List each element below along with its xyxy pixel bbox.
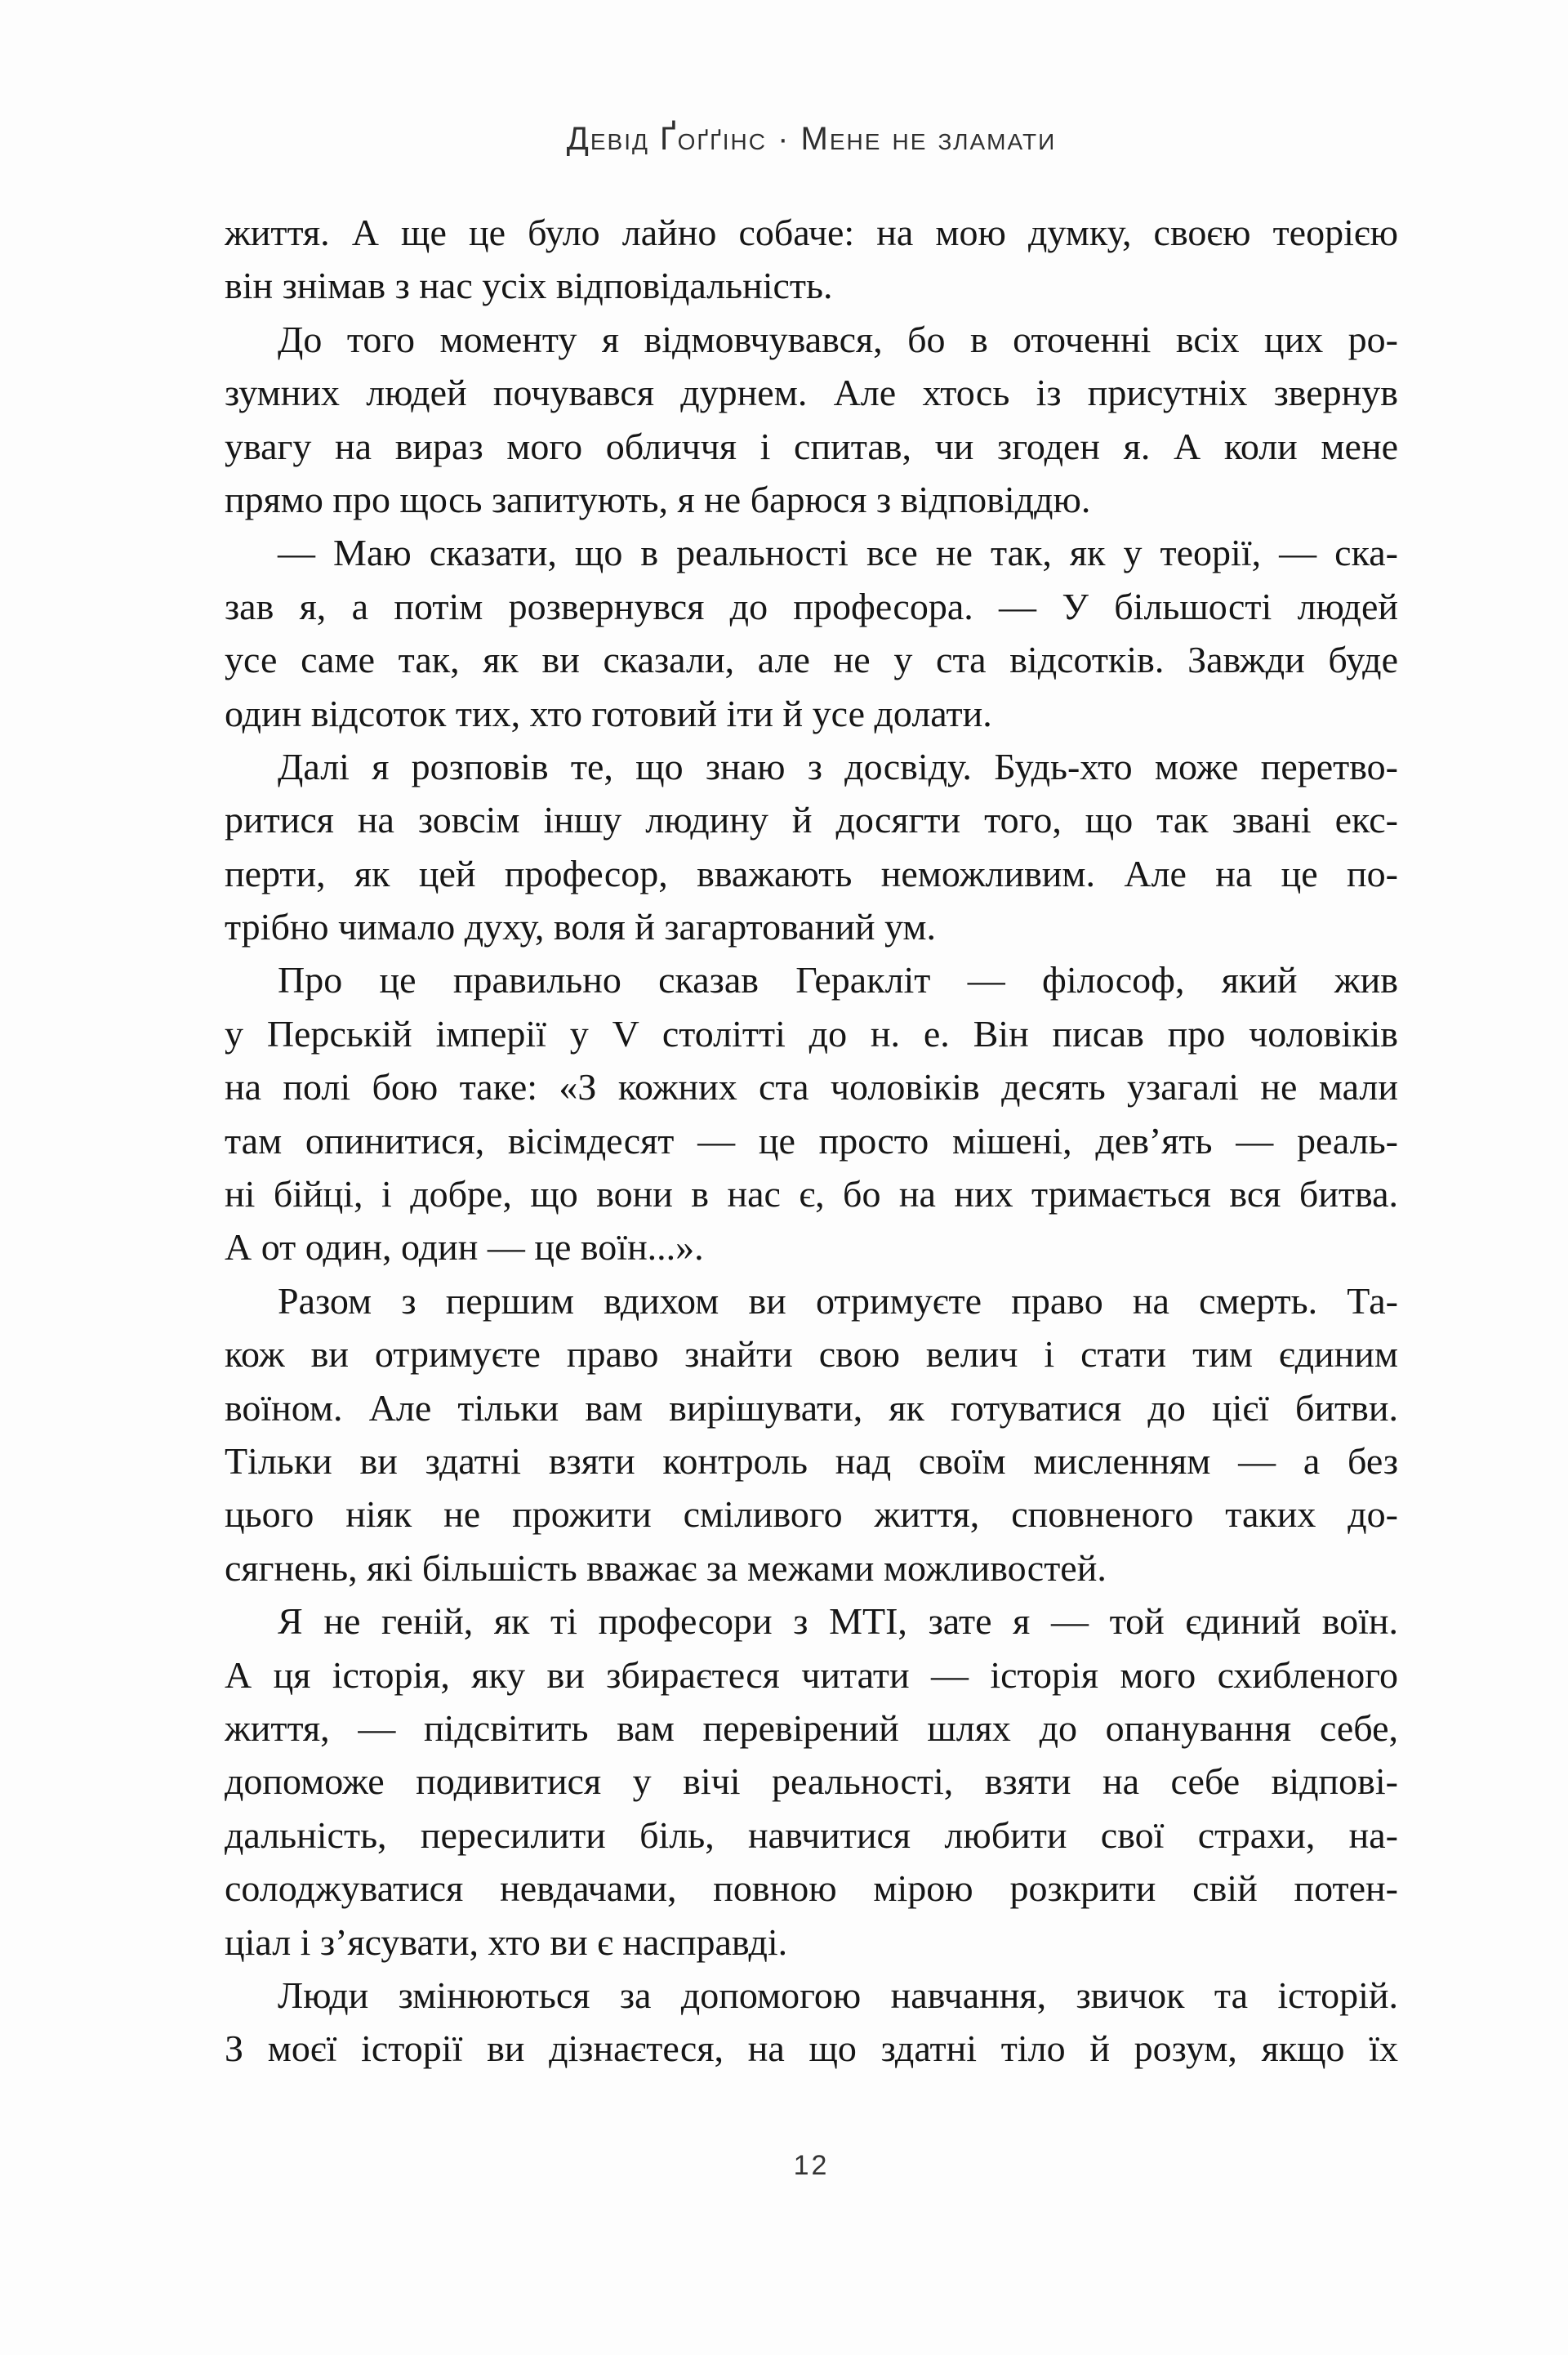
text-line: — Маю сказати, що в реальності все не так, як у теорії, — ска- <box>278 532 1398 574</box>
text-line: солоджуватися невдачами, повною мірою розкрити свій потен- <box>225 1867 1398 1910</box>
paragraph <box>225 1595 1398 1969</box>
text-line: увагу на вираз мого обличчя і спитав, чи згоден я. А коли мене <box>225 425 1398 467</box>
text-line: сягнень, які більшість вважає за межами можливостей. <box>225 1546 1107 1589</box>
text-line: До того моменту я відмовчувався, бо в оточенні всіх цих ро- <box>278 318 1398 360</box>
text-line: зумних людей почувався дурнем. Але хтось із присутніх звернув <box>225 372 1398 414</box>
text-line: Разом з першим вдихом ви отримуєте право на смерть. Та- <box>278 1279 1398 1322</box>
text-line: усе саме так, як ви сказали, але не у ста відсотків. Завжди буде <box>225 639 1398 681</box>
paragraph <box>225 313 1398 527</box>
running-header: Девід Ґоґґінс · Мене не зламати <box>566 121 1057 157</box>
text-line: цього ніяк не прожити сміливого життя, сповненого таких до- <box>225 1493 1398 1536</box>
page-number: 12 <box>793 2150 830 2181</box>
paragraph <box>225 206 1398 313</box>
text-line: Люди змінюються за допомогою навчання, звичок та історій. <box>278 1974 1398 2016</box>
text-line: на полі бою таке: «З кожних ста чоловіків десять узагалі не мали <box>225 1066 1398 1108</box>
text-line: у Перській імперії у V столітті до н. е. Він писав про чоловіків <box>225 1012 1398 1055</box>
paragraph <box>225 740 1398 954</box>
text-line: Далі я розповів те, що знаю з досвіду. Будь-хто може перетво- <box>278 745 1398 787</box>
paragraph <box>225 953 1398 1273</box>
text-line: дальність, пересилити біль, навчитися любити свої страхи, на- <box>225 1813 1398 1856</box>
text-line: воїном. Але тільки вам вирішувати, як готуватися до цієї битви. <box>225 1386 1398 1429</box>
text-line: життя, — підсвітить вам перевірений шлях до опанування себе, <box>225 1706 1398 1749</box>
paragraph <box>225 1969 1398 2076</box>
text-line: допоможе подивитися у вічі реальності, взяти на себе відпові- <box>225 1760 1398 1803</box>
text-line: зав я, а потім розвернувся до професора. — У більшості людей <box>225 585 1398 627</box>
text-line: він знімав з нас усіх відповідальність. <box>225 265 833 307</box>
text-line: там опинитися, вісімдесят — це просто мішені, дев’ять — реаль- <box>225 1119 1398 1162</box>
text-line: кож ви отримуєте право знайти свою велич і стати тим єдиним <box>225 1333 1398 1376</box>
text-line: Про це правильно сказав Геракліт — філософ, який жив <box>278 959 1398 1001</box>
page-text <box>225 206 1398 2076</box>
text-line: А ця історія, яку ви збираєтеся читати — історія мого схибленого <box>225 1653 1398 1696</box>
text-line: один відсоток тих, хто готовий іти й усе долати. <box>225 692 992 734</box>
text-line: життя. А ще це було лайно собаче: на мою думку, своєю теорією <box>225 212 1398 253</box>
text-line: Я не геній, як ті професори з МТІ, зате я — той єдиний воїн. <box>278 1600 1398 1643</box>
text-line: Тільки ви здатні взяти контроль над своїм мисленням — а без <box>225 1439 1398 1482</box>
text-line: З моєї історії ви дізнаєтеся, на що здатні тіло й розум, якщо їх <box>225 2027 1398 2070</box>
text-line: перти, як цей професор, вважають неможливим. Але на це по- <box>225 852 1398 894</box>
text-line: ні бійці, і добре, що вони в нас є, бо на них тримається вся битва. <box>225 1173 1398 1215</box>
text-line: А от один, один — це воїн...». <box>225 1226 704 1269</box>
text-line: ритися на зовсім іншу людину й досягти того, що так звані екс- <box>225 799 1398 841</box>
paragraph <box>225 526 1398 740</box>
text-line: трібно чимало духу, воля й загартований ум. <box>225 906 937 948</box>
paragraph <box>225 1274 1398 1595</box>
text-line: прямо про щось запитують, я не барюся з відповіддю. <box>225 478 1091 520</box>
text-line: ціал і з’ясувати, хто ви є насправді. <box>225 1920 788 1963</box>
